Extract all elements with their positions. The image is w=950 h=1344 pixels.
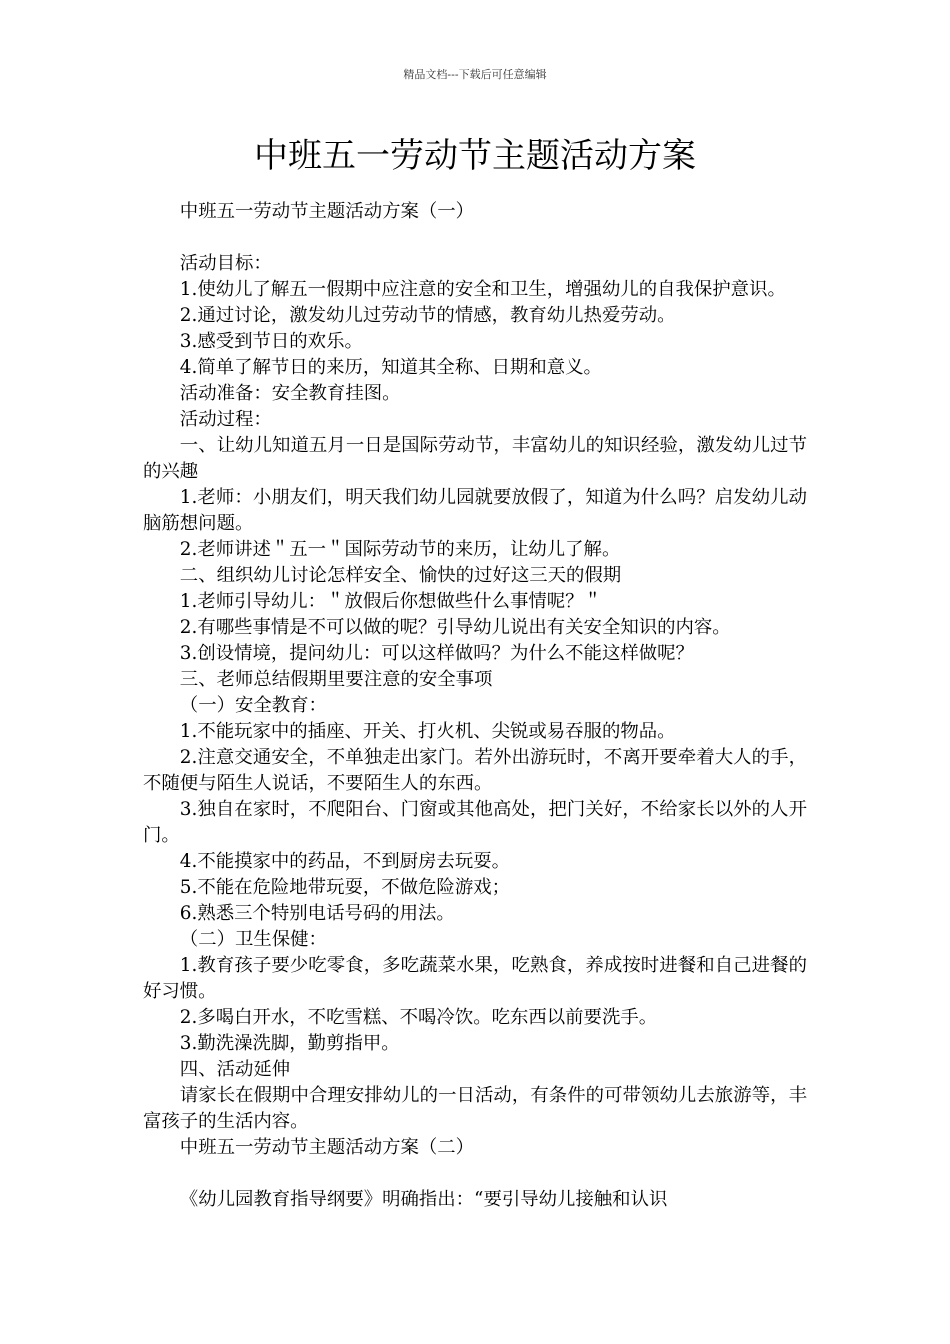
paragraph: 6.熟悉三个特别电话号码的用法。: [179, 903, 455, 924]
paragraph: 4.简单了解节日的来历，知道其全称、日期和意义。: [179, 357, 602, 378]
paragraph: 1.不能玩家中的插座、开关、打火机、尖锐或易吞服的物品。: [179, 721, 676, 742]
paragraph: （一）安全教育：: [179, 695, 327, 716]
paragraph: 3.创设情境，提问幼儿：可以这样做吗？为什么不能这样做呢？: [179, 643, 694, 664]
paragraph: （二）卫生保健：: [179, 929, 327, 950]
paragraph: 2.注意交通安全，不单独走出家门。若外出游玩时，不离开要牵着大人的手，不随便与陌生人说话，不要陌生人的东西。: [143, 747, 807, 794]
paragraph: 3.勤洗澡洗脚，勤剪指甲。: [179, 1033, 400, 1054]
paragraph: 四、活动延伸: [179, 1059, 291, 1080]
paragraph: 1.使幼儿了解五一假期中应注意的安全和卫生，增强幼儿的自我保护意识。: [179, 279, 786, 300]
paragraph: 3.独自在家时，不爬阳台、门窗或其他高处，把门关好，不给家长以外的人开门。: [143, 799, 807, 846]
spacer: [143, 238, 807, 251]
paragraph: 2.有哪些事情是不可以做的呢？引导幼儿说出有关安全知识的内容。: [179, 617, 731, 638]
paragraph: 1.老师引导幼儿：＂放假后你想做些什么事情呢？＂: [179, 591, 602, 612]
paragraph: 《幼儿园教育指导纲要》明确指出：“要引导幼儿接触和认识: [179, 1189, 668, 1210]
paragraph: 4.不能摸家中的药品，不到厨房去玩耍。: [179, 851, 510, 872]
paragraph: 5.不能在危险地带玩耍，不做危险游戏；: [179, 877, 510, 898]
header-note: 精品文档---下载后可任意编辑: [403, 68, 547, 81]
paragraph: 三、老师总结假期里要注意的安全事项: [179, 669, 493, 690]
paragraph: 2.通过讨论，激发幼儿过劳动节的情感，教育幼儿热爱劳动。: [179, 305, 676, 326]
document-title: 中班五一劳动节主题活动方案: [254, 136, 696, 176]
document-body: [143, 199, 807, 1213]
spacer: [143, 225, 807, 238]
section-heading: 中班五一劳动节主题活动方案（二）: [179, 1137, 475, 1158]
paragraph: 3.感受到节日的欢乐。: [179, 331, 363, 352]
paragraph: 2.老师讲述＂五一＂国际劳动节的来历，让幼儿了解。: [179, 539, 621, 560]
paragraph: 活动过程：: [179, 409, 272, 430]
paragraph: 活动准备：安全教育挂图。: [179, 383, 401, 404]
paragraph: 请家长在假期中合理安排幼儿的一日活动，有条件的可带领幼儿去旅游等，丰富孩子的生活内容。: [143, 1085, 807, 1132]
paragraph: 二、组织幼儿讨论怎样安全、愉快的过好这三天的假期: [179, 565, 622, 586]
paragraph: 1.老师：小朋友们，明天我们幼儿园就要放假了，知道为什么吗？启发幼儿动脑筋想问题。: [143, 487, 807, 534]
spacer: [143, 1161, 807, 1187]
paragraph: 活动目标：: [179, 253, 272, 274]
paragraph: 1.教育孩子要少吃零食，多吃蔬菜水果，吃熟食，养成按时进餐和自己进餐的好习惯。: [143, 955, 807, 1002]
paragraph: 一、让幼儿知道五月一日是国际劳动节，丰富幼儿的知识经验，激发幼儿过节的兴趣: [143, 435, 807, 482]
section-heading: 中班五一劳动节主题活动方案（一）: [179, 201, 475, 222]
paragraph: 2.多喝白开水，不吃雪糕、不喝冷饮。吃东西以前要洗手。: [179, 1007, 658, 1028]
